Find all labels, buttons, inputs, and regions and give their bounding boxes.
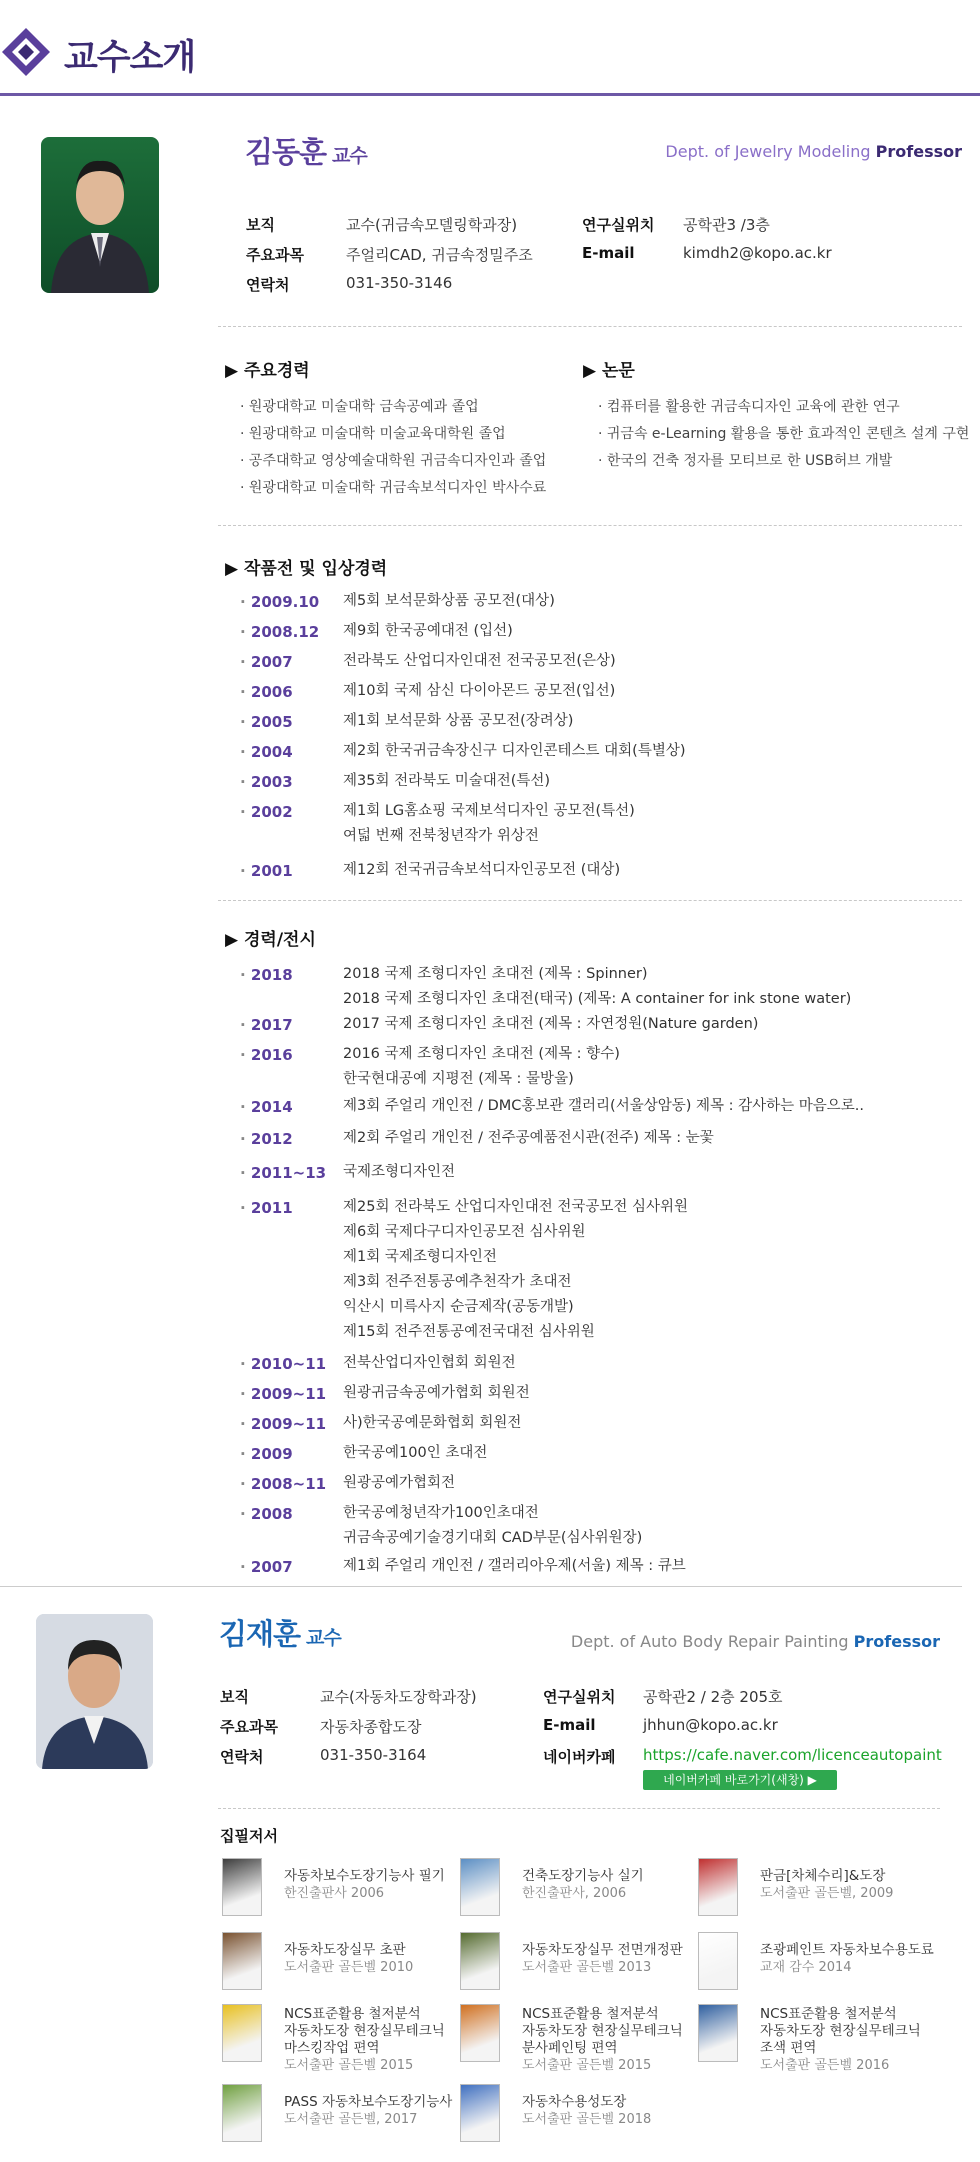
award-entry bbox=[343, 709, 573, 734]
exhibition-year: · 2017 bbox=[240, 1016, 293, 1034]
book-title: 건축도장기능사 실기 bbox=[522, 1868, 644, 1884]
book-publisher: 도서출판 골든벨, 2009 bbox=[760, 1886, 894, 1901]
exhibition-entry bbox=[343, 1094, 864, 1119]
label-subjects: 주요과목 bbox=[246, 246, 304, 264]
award-entry bbox=[343, 619, 513, 644]
header-divider bbox=[0, 93, 980, 96]
professor-name bbox=[245, 130, 367, 171]
book-title: 마스킹작업 편역 bbox=[284, 2040, 380, 2056]
book-entry bbox=[522, 1868, 644, 1902]
book-entry bbox=[760, 1942, 934, 1976]
exhibition-year: · 2009 bbox=[240, 1445, 293, 1463]
exhibition-year: · 2009~11 bbox=[240, 1415, 326, 1433]
exhibition-year: · 2008 bbox=[240, 1505, 293, 1523]
exhibition-text: 익산시 미륵사지 순금제작(공동개발) bbox=[343, 1299, 574, 1315]
exhibition-text: 2016 국제 조형디자인 초대전 (제목 : 향수) bbox=[343, 1046, 620, 1062]
exhibition-text: 제15회 전주전통공예전국대전 심사위원 bbox=[343, 1324, 595, 1340]
book-publisher: 도서출판 골든벨 2010 bbox=[284, 1960, 414, 1975]
professor-name bbox=[219, 1612, 341, 1653]
book-cover-icon bbox=[222, 1932, 262, 1990]
exhibition-text: 제2회 주얼리 개인전 / 전주공예품전시관(전주) 제목 : 눈꽃 bbox=[343, 1130, 714, 1146]
award-year: · 2003 bbox=[240, 773, 293, 791]
professor-photo bbox=[36, 1614, 153, 1769]
exhibition-year: · 2009~11 bbox=[240, 1385, 326, 1403]
exhibition-entry bbox=[343, 1126, 714, 1151]
career-item: · 공주대학교 영상예술대학원 귀금속디자인과 졸업 bbox=[240, 453, 547, 469]
award-entry bbox=[343, 858, 620, 883]
cafe-link[interactable]: https://cafe.naver.com/licenceautopaint bbox=[643, 1746, 942, 1764]
name-text: 김재훈 bbox=[219, 1617, 301, 1651]
exhibition-text: 제6회 국제다구디자인공모전 심사위원 bbox=[343, 1224, 586, 1240]
book-publisher: 한진출판사 2006 bbox=[284, 1886, 385, 1901]
book-title: NCS표준활용 철저분석 bbox=[760, 2006, 897, 2022]
award-text: 제5회 보석문화상품 공모전(대상) bbox=[343, 593, 555, 609]
name-text: 김동훈 bbox=[245, 135, 327, 169]
exhibition-entry bbox=[343, 962, 851, 1012]
award-text: 제1회 LG홈쇼핑 국제보석디자인 공모전(특선) bbox=[343, 803, 635, 819]
award-entry bbox=[343, 799, 635, 849]
title-suffix: 교수 bbox=[332, 145, 367, 167]
divider bbox=[218, 900, 962, 901]
award-year: · 2004 bbox=[240, 743, 293, 761]
label-email: E-mail bbox=[543, 1716, 596, 1734]
label-subjects: 주요과목 bbox=[220, 1718, 278, 1736]
exhibition-text: 원광공예가협회전 bbox=[343, 1475, 456, 1491]
exhibition-entry bbox=[343, 1554, 686, 1579]
exhibition-year: · 2008~11 bbox=[240, 1475, 326, 1493]
department-label bbox=[560, 1632, 940, 1651]
book-publisher: 도서출판 골든벨 2016 bbox=[760, 2058, 890, 2073]
value-contact: 031-350-3164 bbox=[320, 1746, 427, 1764]
label-office: 연구실위치 bbox=[582, 216, 655, 234]
value-contact: 031-350-3146 bbox=[346, 274, 453, 292]
exhibition-year: · 2011~13 bbox=[240, 1164, 326, 1182]
exhibition-text: 제25회 전라북도 산업디자인대전 전국공모전 심사위원 bbox=[343, 1199, 689, 1215]
book-title: 교재 감수 2014 bbox=[760, 1960, 852, 1975]
department-label bbox=[600, 142, 962, 161]
dept-role: Professor bbox=[875, 142, 962, 161]
exhibition-year: · 2018 bbox=[240, 966, 293, 984]
exhibition-entry bbox=[343, 1042, 620, 1092]
exhibition-year: · 2016 bbox=[240, 1046, 293, 1064]
award-text: 제12회 전국귀금속보석디자인공모전 (대상) bbox=[343, 862, 621, 878]
book-cover-icon bbox=[698, 2004, 738, 2062]
diamond-logo-icon bbox=[0, 26, 52, 78]
award-entry bbox=[343, 739, 686, 764]
book-cover-icon bbox=[222, 2084, 262, 2142]
book-cover-icon bbox=[222, 1858, 262, 1916]
books-section-title: 집필저서 bbox=[220, 1827, 278, 1845]
book-entry bbox=[284, 1942, 413, 1976]
book-publisher: 도서출판 골든벨 2018 bbox=[522, 2112, 652, 2127]
exhibition-text: 귀금속공예기술경기대회 CAD부문(심사위원장) bbox=[343, 1530, 643, 1546]
value-email[interactable]: kimdh2@kopo.ac.kr bbox=[683, 244, 832, 262]
award-text: 제10회 국제 삼신 다이아몬드 공모전(입선) bbox=[343, 683, 616, 699]
book-title: 자동차도장 현장실무테크닉 bbox=[522, 2023, 683, 2039]
divider bbox=[218, 1808, 940, 1809]
exhibition-entry bbox=[343, 1471, 455, 1496]
value-email[interactable]: jhhun@kopo.ac.kr bbox=[643, 1716, 778, 1734]
section-exhibitions-title: ▶ 경력/전시 bbox=[225, 930, 316, 950]
award-text: 여덟 번째 전북청년작가 위상전 bbox=[343, 828, 539, 844]
paper-item: · 귀금속 e-Learning 활용을 통한 효과적인 콘텐츠 설계 구현 bbox=[598, 426, 970, 442]
paper-item: · 한국의 건축 정자를 모티브로 한 USB허브 개발 bbox=[598, 453, 893, 469]
exhibition-year: · 2014 bbox=[240, 1098, 293, 1116]
section-career-title: ▶ 주요경력 bbox=[225, 361, 310, 381]
exhibition-entry bbox=[343, 1351, 516, 1376]
exhibition-text: 제1회 주얼리 개인전 / 갤러리아우제(서울) 제목 : 큐브 bbox=[343, 1558, 686, 1574]
exhibition-text: 원광귀금속공예가협회 회원전 bbox=[343, 1385, 530, 1401]
book-title: 자동차수용성도장 bbox=[522, 2094, 627, 2110]
value-office: 공학관3 /3층 bbox=[683, 216, 770, 234]
award-text: 제35회 전라북도 미술대전(특선) bbox=[343, 773, 551, 789]
career-item: · 원광대학교 미술대학 금속공예과 졸업 bbox=[240, 399, 479, 415]
exhibition-text: 2018 국제 조형디자인 초대전(태국) (제목: A container for ink stone water) bbox=[343, 991, 852, 1007]
book-cover-icon bbox=[460, 2084, 500, 2142]
book-title: 조광페인트 자동차보수용도료 bbox=[760, 1942, 934, 1958]
value-position: 교수(귀금속모델링학과장) bbox=[346, 216, 518, 234]
label-email: E-mail bbox=[582, 244, 635, 262]
award-text: 제1회 보석문화 상품 공모전(장려상) bbox=[343, 713, 574, 729]
award-year: · 2006 bbox=[240, 683, 293, 701]
exhibition-entry bbox=[343, 1160, 455, 1185]
section-awards-title: ▶ 작품전 및 입상경력 bbox=[225, 559, 388, 579]
book-entry bbox=[522, 1942, 683, 1976]
paper-item: · 컴퓨터를 활용한 귀금속디자인 교육에 관한 연구 bbox=[598, 399, 900, 415]
award-year: · 2007 bbox=[240, 653, 293, 671]
exhibition-text: 전북산업디자인협회 회원전 bbox=[343, 1355, 516, 1371]
career-item: · 원광대학교 미술대학 미술교육대학원 졸업 bbox=[240, 426, 506, 442]
exhibition-text: 제3회 전주전통공예추천작가 초대전 bbox=[343, 1274, 572, 1290]
dept-text: Dept. of Jewelry Modeling bbox=[665, 142, 871, 161]
award-entry bbox=[343, 769, 550, 794]
book-entry bbox=[284, 2094, 452, 2128]
award-year: · 2005 bbox=[240, 713, 293, 731]
label-position: 보직 bbox=[246, 216, 275, 234]
book-title: PASS 자동차보수도장기능사 bbox=[284, 2094, 453, 2110]
profile-separator bbox=[0, 1586, 962, 1587]
exhibition-text: 국제조형디자인전 bbox=[343, 1164, 456, 1180]
exhibition-year: · 2010~11 bbox=[240, 1355, 326, 1373]
page-title: 교수소개 bbox=[64, 38, 196, 78]
award-entry bbox=[343, 649, 616, 674]
career-item: · 원광대학교 미술대학 귀금속보석디자인 박사수료 bbox=[240, 480, 547, 496]
book-title: 자동차도장실무 초판 bbox=[284, 1942, 406, 1958]
book-cover-icon bbox=[698, 1858, 738, 1916]
book-entry bbox=[760, 2006, 921, 2074]
value-position: 교수(자동차도장학과장) bbox=[320, 1688, 477, 1706]
exhibition-entry bbox=[343, 1195, 688, 1345]
award-year: · 2001 bbox=[240, 862, 293, 880]
title-suffix: 교수 bbox=[306, 1627, 341, 1649]
exhibition-entry bbox=[343, 1441, 487, 1466]
award-text: 전라북도 산업디자인대전 전국공모전(은상) bbox=[343, 653, 616, 669]
exhibition-text: 사)한국공예문화협회 회원전 bbox=[343, 1415, 522, 1431]
value-office: 공학관2 / 2층 205호 bbox=[643, 1688, 783, 1706]
label-contact: 연락처 bbox=[220, 1748, 264, 1766]
book-entry bbox=[284, 2006, 445, 2074]
book-cover-icon bbox=[460, 2004, 500, 2062]
exhibition-entry bbox=[343, 1411, 521, 1436]
book-cover-icon bbox=[222, 2004, 262, 2062]
book-publisher: 한진출판사, 2006 bbox=[522, 1886, 627, 1901]
exhibition-text: 2018 국제 조형디자인 초대전 (제목 : Spinner) bbox=[343, 966, 648, 982]
exhibition-text: 한국공예100인 초대전 bbox=[343, 1445, 488, 1461]
label-contact: 연락처 bbox=[246, 276, 290, 294]
book-title: NCS표준활용 철저분석 bbox=[522, 2006, 659, 2022]
book-entry bbox=[522, 2094, 651, 2128]
exhibition-text: 2017 국제 조형디자인 초대전 (제목 : 자연정원(Nature garden) bbox=[343, 1016, 759, 1032]
exhibition-year: · 2011 bbox=[240, 1199, 293, 1217]
book-entry bbox=[284, 1868, 445, 1902]
book-title: NCS표준활용 철저분석 bbox=[284, 2006, 421, 2022]
book-entry bbox=[760, 1868, 893, 1902]
award-year: · 2008.12 bbox=[240, 623, 319, 641]
exhibition-year: · 2007 bbox=[240, 1558, 293, 1576]
book-publisher: 도서출판 골든벨 2015 bbox=[522, 2058, 652, 2073]
page-header bbox=[0, 0, 980, 96]
award-text: 제2회 한국귀금속장신구 디자인콘테스트 대회(특별상) bbox=[343, 743, 686, 759]
value-subjects: 자동차종합도장 bbox=[320, 1718, 422, 1736]
book-title: 조색 편역 bbox=[760, 2040, 817, 2056]
book-title: 판금[차체수리]&도장 bbox=[760, 1868, 886, 1884]
label-cafe: 네이버카페 bbox=[543, 1748, 616, 1766]
label-position: 보직 bbox=[220, 1688, 249, 1706]
exhibition-text: 제3회 주얼리 개인전 / DMC홍보관 갤러리(서울상암동) 제목 : 감사하는 마음으로.. bbox=[343, 1098, 865, 1114]
value-subjects: 주얼리CAD, 귀금속정밀주조 bbox=[346, 246, 533, 264]
dept-text: Dept. of Auto Body Repair Painting bbox=[570, 1632, 849, 1651]
book-title: 자동차도장 현장실무테크닉 bbox=[760, 2023, 921, 2039]
book-entry bbox=[522, 2006, 683, 2074]
award-text: 제9회 한국공예대전 (입선) bbox=[343, 623, 513, 639]
exhibition-entry bbox=[343, 1381, 530, 1406]
award-year: · 2002 bbox=[240, 803, 293, 821]
book-title: 자동차보수도장기능사 필기 bbox=[284, 1868, 445, 1884]
exhibition-text: 제1회 국제조형디자인전 bbox=[343, 1249, 497, 1265]
exhibition-entry bbox=[343, 1501, 642, 1551]
book-cover-icon bbox=[460, 1932, 500, 1990]
book-publisher: 도서출판 골든벨 2015 bbox=[284, 2058, 414, 2073]
book-cover-icon bbox=[698, 1932, 738, 1990]
book-publisher: 도서출판 골든벨, 2017 bbox=[284, 2112, 418, 2127]
divider bbox=[218, 326, 962, 327]
award-entry bbox=[343, 679, 615, 704]
professor-photo bbox=[41, 137, 159, 293]
divider bbox=[218, 525, 962, 526]
dept-role: Professor bbox=[853, 1632, 940, 1651]
exhibition-entry bbox=[343, 1012, 758, 1037]
award-year: · 2009.10 bbox=[240, 593, 319, 611]
book-publisher: 도서출판 골든벨 2013 bbox=[522, 1960, 652, 1975]
book-title: 자동차도장실무 전면개정판 bbox=[522, 1942, 683, 1958]
label-office: 연구실위치 bbox=[543, 1688, 616, 1706]
book-title: 자동차도장 현장실무테크닉 bbox=[284, 2023, 445, 2039]
award-entry bbox=[343, 589, 555, 614]
exhibition-text: 한국현대공예 지평전 (제목 : 물방울) bbox=[343, 1071, 574, 1087]
exhibition-year: · 2012 bbox=[240, 1130, 293, 1148]
book-cover-icon bbox=[460, 1858, 500, 1916]
exhibition-text: 한국공예청년작가100인초대전 bbox=[343, 1505, 539, 1521]
cafe-shortcut-button[interactable]: 네이버카페 바로가기(새창) ▶ bbox=[643, 1770, 837, 1790]
book-title: 분사페인팅 편역 bbox=[522, 2040, 618, 2056]
section-papers-title: ▶ 논문 bbox=[583, 361, 635, 381]
